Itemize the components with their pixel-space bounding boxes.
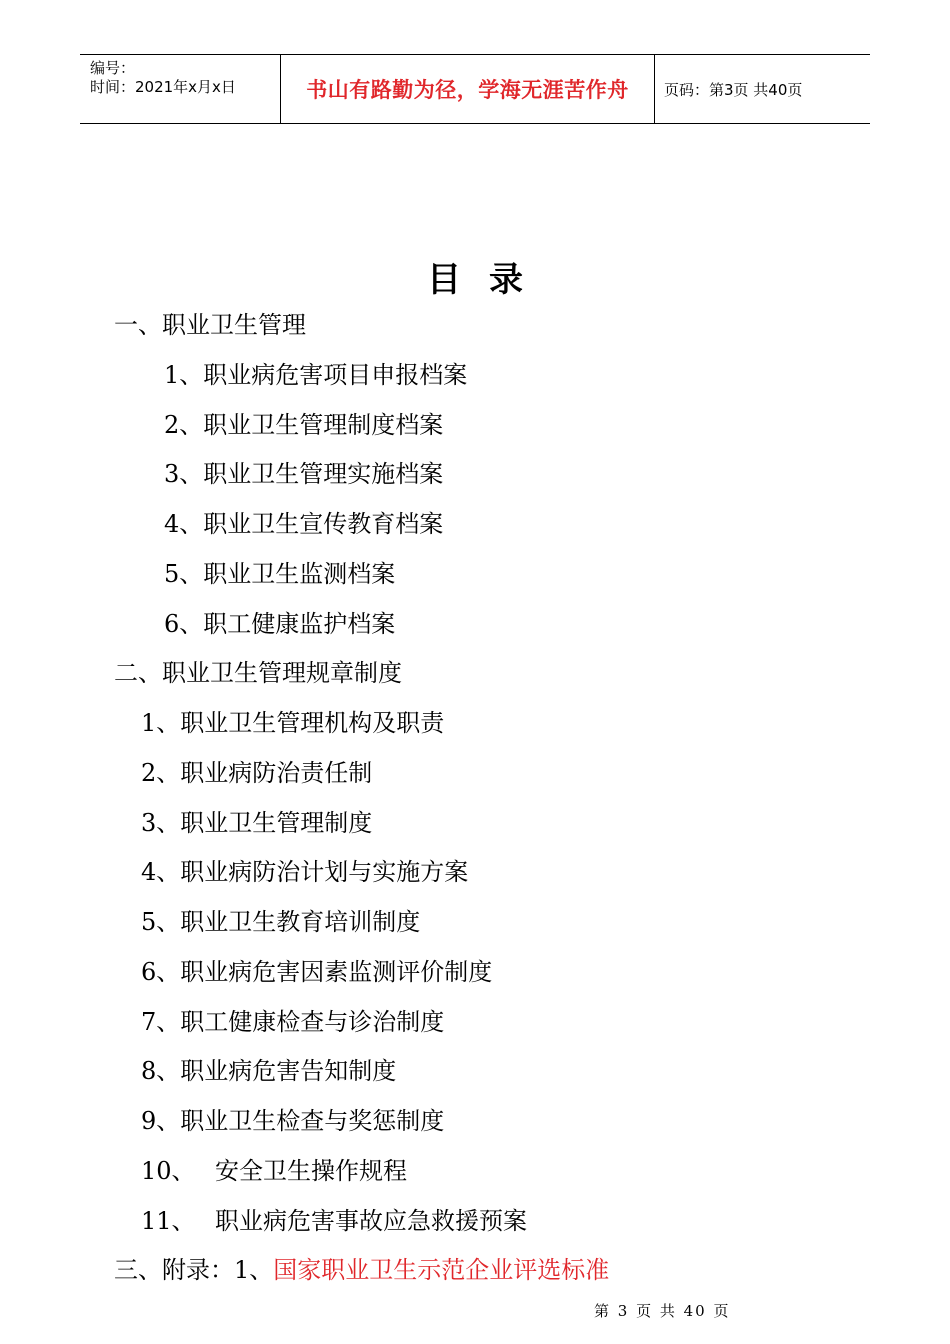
toc-section-2[interactable]: 二、职业卫生管理规章制度 [114, 659, 402, 687]
toc-appendix-link[interactable]: 国家职业卫生示范企业评选标准 [273, 1256, 610, 1284]
toc-item[interactable]: 6、职工健康监护档案 [164, 610, 396, 638]
header-time-label: 时间：2021年x月x日 [90, 78, 236, 96]
toc-item[interactable] [141, 1196, 527, 1246]
header-divider [654, 55, 655, 123]
toc-item[interactable]: 7、职工健康检查与诊治制度 [141, 1008, 445, 1036]
toc-item[interactable]: 2、职业病防治责任制 [141, 759, 373, 787]
page-footer: 第 3 页 共 40 页 [594, 1302, 731, 1320]
toc-item[interactable]: 6、职业病危害因素监测评价制度 [141, 958, 493, 986]
toc-item[interactable]: 2、职业卫生管理制度档案 [164, 411, 444, 439]
toc-item[interactable]: 3、职业卫生管理制度 [141, 809, 373, 837]
toc-item[interactable]: 3、职业卫生管理实施档案 [164, 460, 444, 488]
toc-item[interactable]: 5、职业卫生教育培训制度 [141, 908, 421, 936]
toc-item[interactable]: 1、职业病危害项目申报档案 [164, 361, 468, 389]
toc-item-number: 11、 [141, 1207, 196, 1235]
toc-item[interactable]: 5、职业卫生监测档案 [164, 560, 396, 588]
toc-item[interactable]: 4、职业病防治计划与实施方案 [141, 858, 469, 886]
header-motto: 书山有路勤为径，学海无涯苦作舟 [306, 78, 629, 102]
toc-item[interactable]: 1、职业卫生管理机构及职责 [141, 709, 445, 737]
header-meta [90, 59, 280, 97]
toc-section-3[interactable] [114, 1245, 609, 1295]
page-header [80, 54, 870, 124]
toc-item[interactable]: 9、职业卫生检查与奖惩制度 [141, 1107, 445, 1135]
header-page-info: 页码：第3页 共40页 [664, 80, 803, 99]
toc-item-number: 10、 [141, 1157, 196, 1185]
toc-item-text: 职业病危害事故应急救援预案 [215, 1207, 527, 1235]
header-number-label: 编号： [90, 59, 136, 77]
toc-item[interactable] [141, 1146, 407, 1196]
toc-item-text: 安全卫生操作规程 [215, 1157, 407, 1185]
toc-item[interactable]: 4、职业卫生宣传教育档案 [164, 510, 444, 538]
toc-item[interactable]: 8、职业病危害告知制度 [141, 1057, 397, 1085]
toc-title: 目录 [427, 260, 551, 300]
toc-section-1[interactable]: 一、职业卫生管理 [114, 311, 306, 339]
toc-section-3-prefix: 三、附录：1、 [114, 1256, 274, 1284]
